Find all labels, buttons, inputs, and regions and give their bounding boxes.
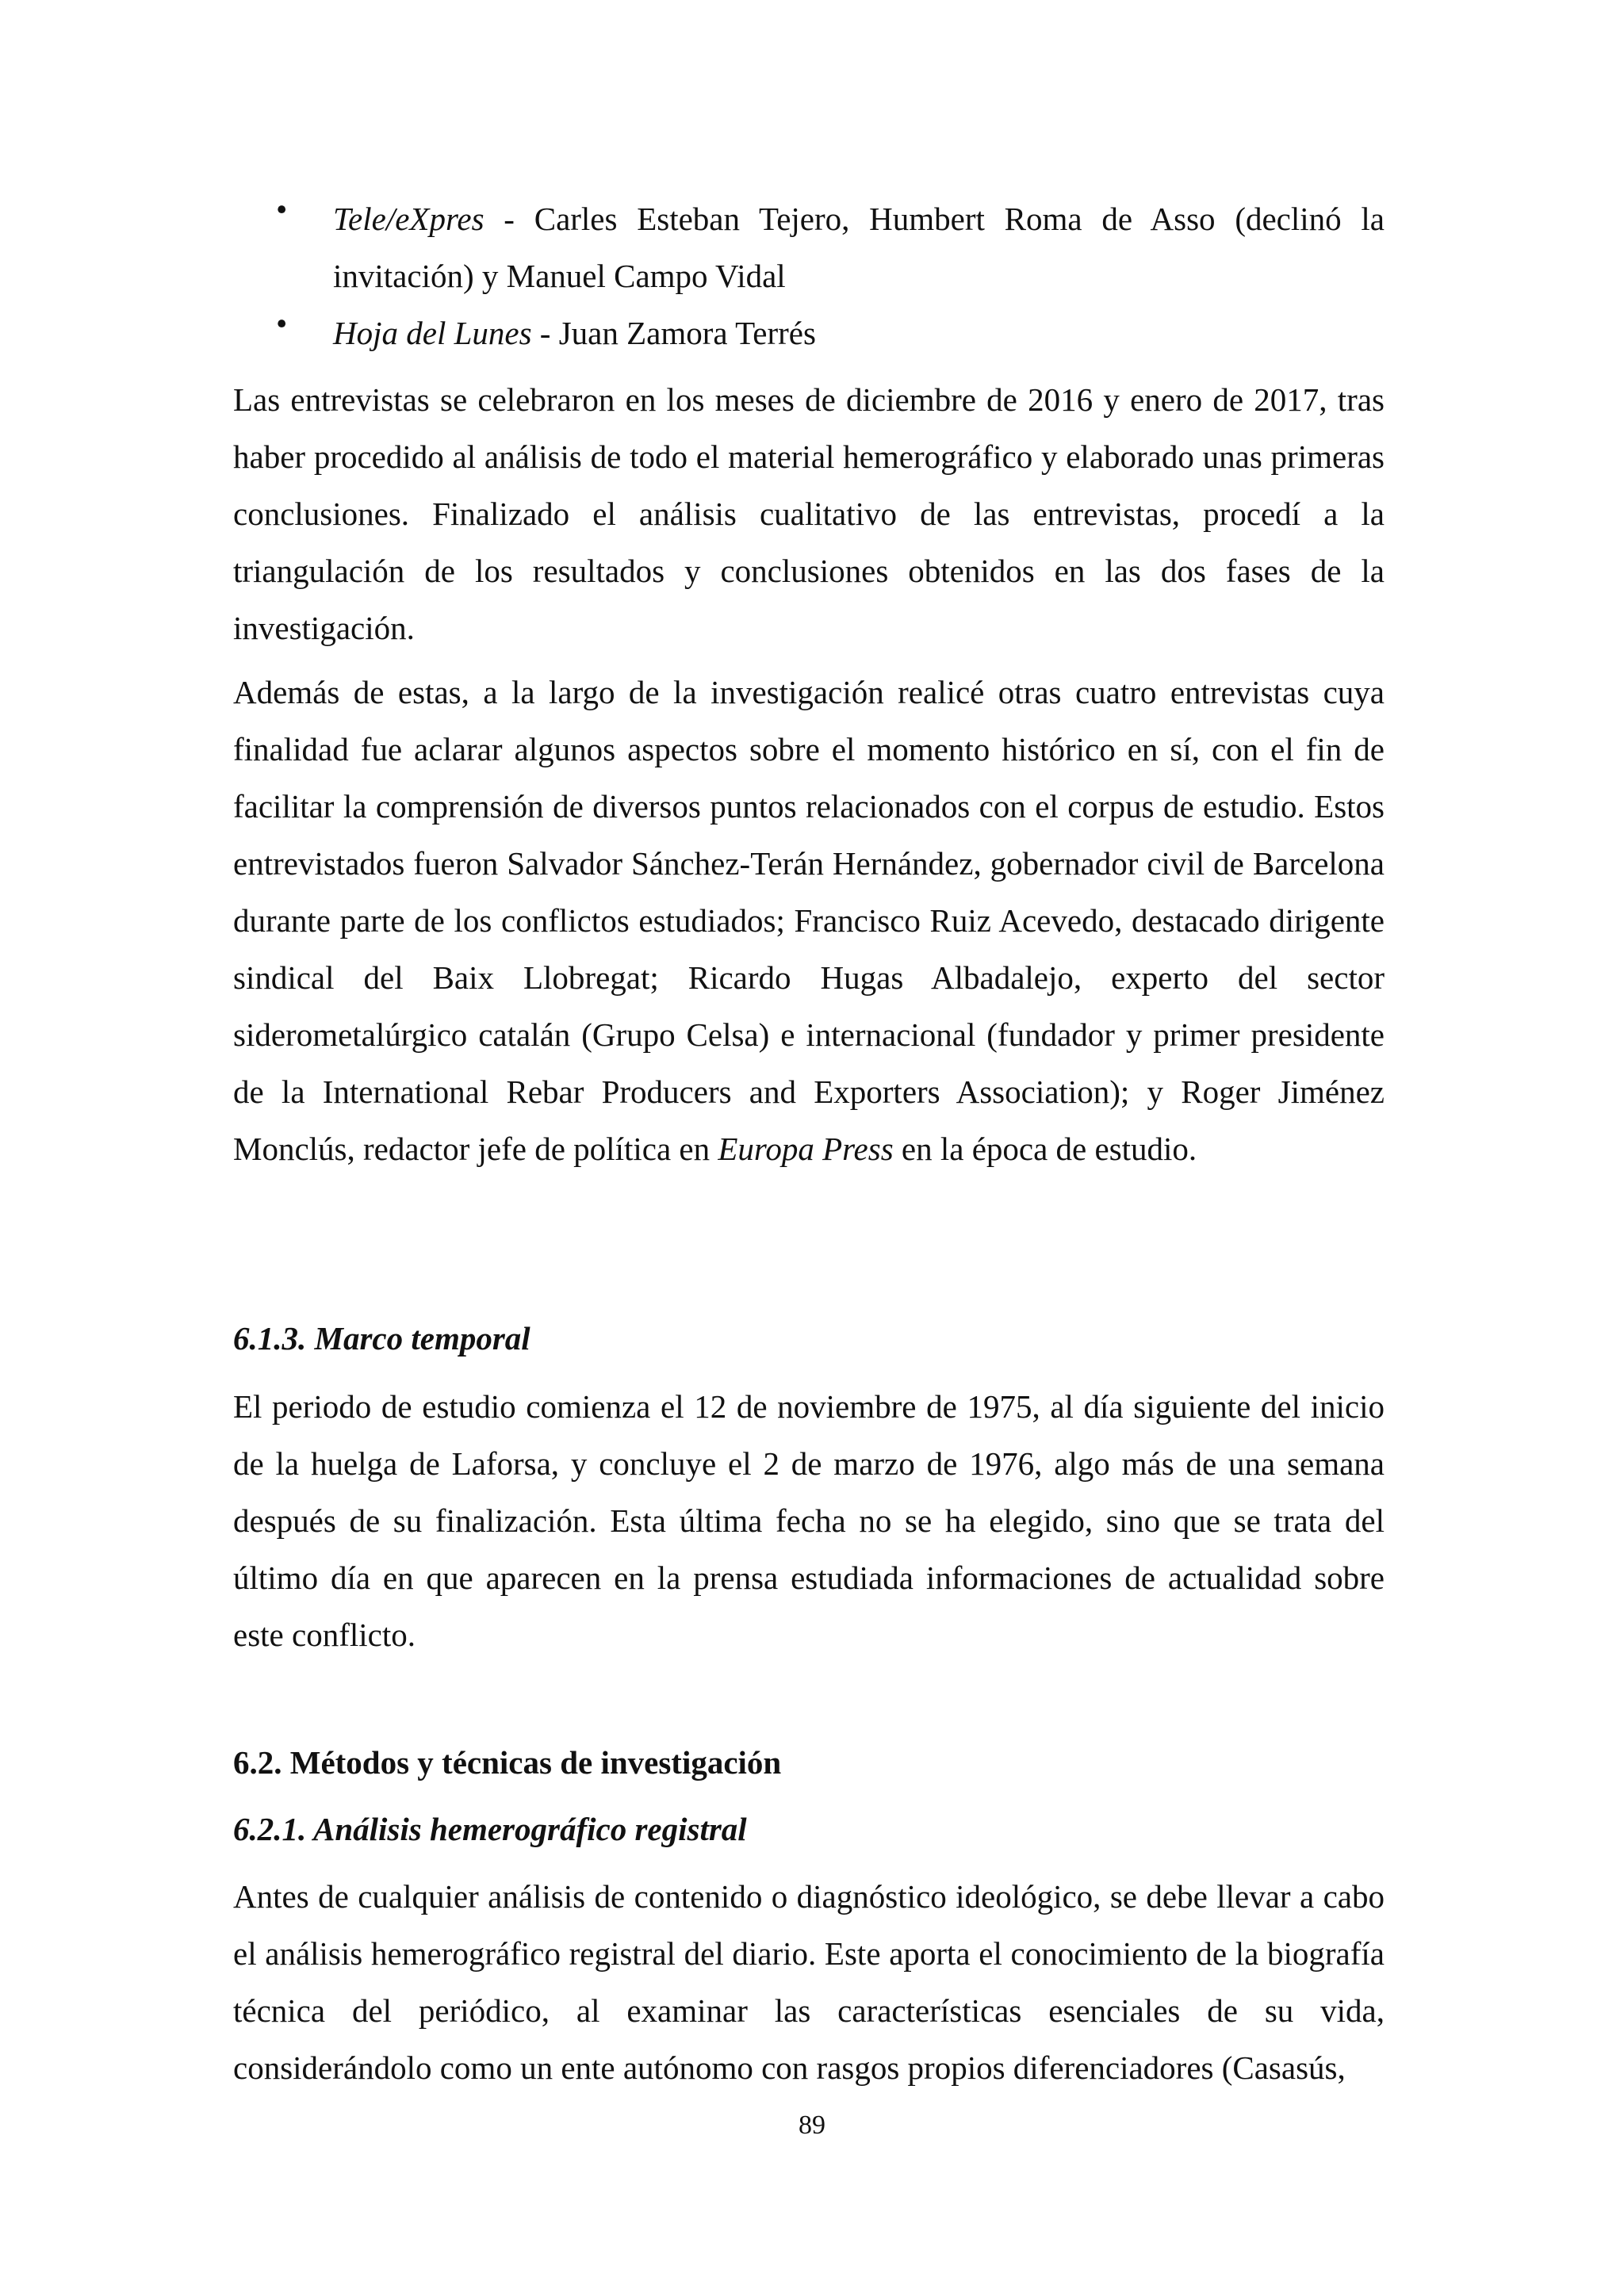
bullet-icon: • xyxy=(276,305,288,342)
section-heading-6-1-3: 6.1.3. Marco temporal xyxy=(233,1320,530,1357)
paragraph-hemerographic-analysis: Antes de cualquier análisis de contenido o diagnóstico ideológico, se debe llevar a cabo el análisis hemerográfico registral del diario. Este aporta el conocimiento de la biografía técnica del periódico, al examinar las características esenciales de su vida, considerándolo como un ente autónomo con rasgos propios diferenciadores (Casasús, xyxy=(233,1878,1385,2086)
paragraph-interviews-dates: Las entrevistas se celebraron en los meses de diciembre de 2016 y enero de 2017, tras haber procedido al análisis de todo el material hemerográfico y elaborado unas primeras conclusiones. Finalizado el análisis cualitativo de las entrevistas, procedí a la triangulación de los resultados y conclusiones obtenidos en las dos fases de la investigación. xyxy=(233,381,1385,646)
bullet-item-hoja-del-lunes xyxy=(233,304,1385,362)
bullet-icon: • xyxy=(276,191,288,228)
bullet-title: Hoja del Lunes xyxy=(333,315,532,351)
paragraph-time-frame: El periodo de estudio comienza el 12 de noviembre de 1975, al día siguiente del inicio de la huelga de Laforsa, y concluye el 2 de marzo de 1976, algo más de una semana después de su finalización. Esta última fecha no se ha elegido, sino que se trata del último día en que aparecen en la prensa estudiada informaciones de actualidad sobre este conflicto. xyxy=(233,1388,1385,1653)
bullet-item-telexpres xyxy=(233,190,1385,304)
interviewee-bullet-list xyxy=(233,190,1385,362)
bullet-title: Tele/eXpres xyxy=(333,201,485,237)
section-heading-6-2: 6.2. Métodos y técnicas de investigación xyxy=(233,1744,782,1781)
paragraph-additional-interviews: Además de estas, a la largo de la investigación realicé otras cuatro entrevistas cuya finalidad fue aclarar algunos aspectos sobre el momento histórico en sí, con el fin de facilitar la comprensión de diversos puntos relacionados con el corpus de estudio. Estos entrevistados fueron Salvador Sánchez-Terán Hernández, gobernador civil de Barcelona durante parte de los conflictos estudiados; Francisco Ruiz Acevedo, destacado dirigente sindical del Baix Llobregat; Ricardo Hugas Albadalejo, experto del sector siderometalúrgico catalán (Grupo Celsa) e internacional (fundador y primer presidente de la International Rebar Producers and Exporters Association); y Roger Jiménez Monclús, redactor jefe de política en Europa Press en la época de estudio. xyxy=(233,674,1385,1167)
page-number: 89 xyxy=(799,2110,825,2140)
section-heading-6-2-1: 6.2.1. Análisis hemerográfico registral xyxy=(233,1811,747,1847)
bullet-text: - Juan Zamora Terrés xyxy=(531,315,816,351)
bullet-text: - Carles Esteban Tejero, Humbert Roma de Asso (declinó la invitación) y Manuel Campo Vidal xyxy=(333,201,1385,294)
publication-name: Europa Press xyxy=(718,1131,894,1167)
